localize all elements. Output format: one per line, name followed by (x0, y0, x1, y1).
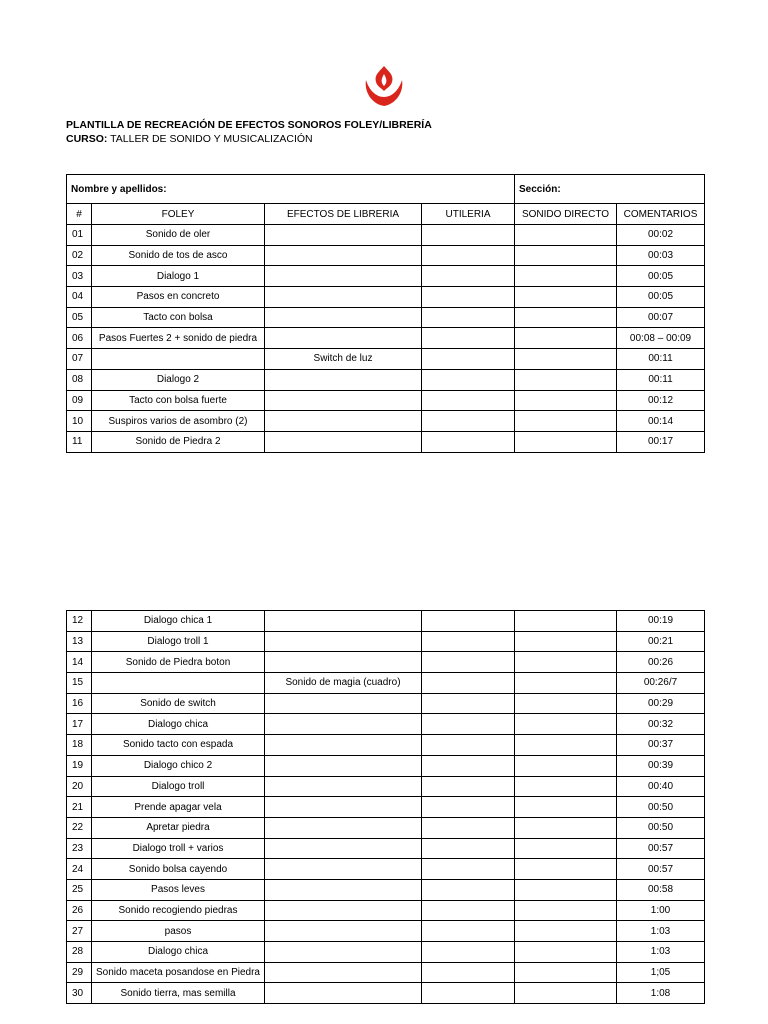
table-row (67, 942, 705, 963)
cell-sonido-directo (515, 838, 617, 859)
cell-number: 08 (67, 369, 92, 390)
cell-comentarios: 00:05 (617, 266, 705, 287)
cell-comentarios: 00:40 (617, 776, 705, 797)
cell-foley (92, 349, 265, 370)
cell-sonido-directo (515, 714, 617, 735)
cell-libreria (265, 797, 422, 818)
cell-comentarios: 00:03 (617, 245, 705, 266)
cell-number: 20 (67, 776, 92, 797)
cell-utileria (422, 369, 515, 390)
cell-comentarios: 00:58 (617, 879, 705, 900)
cell-foley: Dialogo 2 (92, 369, 265, 390)
cell-comentarios: 00:08 – 00:09 (617, 328, 705, 349)
cell-libreria (265, 266, 422, 287)
cell-comentarios: 00:11 (617, 369, 705, 390)
cell-number: 24 (67, 859, 92, 880)
cell-number: 26 (67, 900, 92, 921)
cell-sonido-directo (515, 245, 617, 266)
table-row (67, 390, 705, 411)
cell-number: 21 (67, 797, 92, 818)
cell-sonido-directo (515, 369, 617, 390)
cell-comentarios: 00:02 (617, 225, 705, 246)
cell-foley: Sonido de tos de asco (92, 245, 265, 266)
cell-libreria: Sonido de magia (cuadro) (265, 673, 422, 694)
cell-foley: Tacto con bolsa (92, 307, 265, 328)
cell-number: 18 (67, 735, 92, 756)
cell-sonido-directo (515, 735, 617, 756)
cell-number: 03 (67, 266, 92, 287)
cell-utileria (422, 631, 515, 652)
cell-comentarios: 00:05 (617, 287, 705, 308)
cell-number: 05 (67, 307, 92, 328)
cell-sonido-directo (515, 631, 617, 652)
cell-libreria (265, 611, 422, 632)
cell-number: 14 (67, 652, 92, 673)
cell-libreria (265, 735, 422, 756)
column-header-foley: FOLEY (92, 204, 265, 225)
cell-sonido-directo (515, 755, 617, 776)
cell-number: 09 (67, 390, 92, 411)
cell-utileria (422, 611, 515, 632)
column-header-comentarios: COMENTARIOS (617, 204, 705, 225)
cell-foley: Pasos leves (92, 879, 265, 900)
table-row (67, 411, 705, 432)
table-row (67, 631, 705, 652)
table-row (67, 714, 705, 735)
cell-libreria (265, 225, 422, 246)
cell-foley: Dialogo chica 1 (92, 611, 265, 632)
cell-sonido-directo (515, 962, 617, 983)
cell-foley: Sonido de Piedra 2 (92, 431, 265, 452)
cell-utileria (422, 735, 515, 756)
cell-libreria (265, 962, 422, 983)
cell-utileria (422, 266, 515, 287)
cell-libreria (265, 776, 422, 797)
document-title: PLANTILLA DE RECREACIÓN DE EFECTOS SONOROS FOLEY/LIBRERÍA (66, 119, 432, 131)
cell-number: 23 (67, 838, 92, 859)
cell-number: 04 (67, 287, 92, 308)
cell-utileria (422, 225, 515, 246)
table-row (67, 797, 705, 818)
student-info-row (67, 175, 705, 204)
cell-foley: pasos (92, 921, 265, 942)
cell-comentarios: 00:12 (617, 390, 705, 411)
cell-sonido-directo (515, 900, 617, 921)
cell-utileria (422, 328, 515, 349)
cell-libreria (265, 431, 422, 452)
cell-libreria (265, 755, 422, 776)
cell-comentarios: 1:08 (617, 983, 705, 1004)
name-field[interactable]: Nombre y apellidos: (67, 175, 515, 204)
cell-libreria (265, 390, 422, 411)
cell-foley: Prende apagar vela (92, 797, 265, 818)
cell-sonido-directo (515, 307, 617, 328)
table-row (67, 652, 705, 673)
cell-utileria (422, 962, 515, 983)
table-row (67, 838, 705, 859)
table-row (67, 369, 705, 390)
cell-number: 06 (67, 328, 92, 349)
cell-libreria (265, 287, 422, 308)
cell-number: 02 (67, 245, 92, 266)
column-header-sonido-directo: SONIDO DIRECTO (515, 204, 617, 225)
column-header-utileria: UTILERIA (422, 204, 515, 225)
cell-comentarios: 00:26 (617, 652, 705, 673)
cell-libreria (265, 411, 422, 432)
cell-utileria (422, 797, 515, 818)
table-row (67, 983, 705, 1004)
cell-foley: Dialogo troll 1 (92, 631, 265, 652)
table-row (67, 225, 705, 246)
section-field[interactable]: Sección: (515, 175, 705, 204)
cell-foley: Sonido de Piedra boton (92, 652, 265, 673)
table-row (67, 921, 705, 942)
cell-foley: Apretar piedra (92, 817, 265, 838)
cell-foley: Dialogo chico 2 (92, 755, 265, 776)
cell-libreria (265, 900, 422, 921)
cell-number: 16 (67, 693, 92, 714)
cell-foley: Sonido de oler (92, 225, 265, 246)
cell-utileria (422, 287, 515, 308)
cell-utileria (422, 942, 515, 963)
cell-number: 07 (67, 349, 92, 370)
table-row (67, 776, 705, 797)
foley-table-page-1 (66, 174, 705, 453)
table-row (67, 349, 705, 370)
cell-utileria (422, 245, 515, 266)
table-row (67, 859, 705, 880)
cell-foley (92, 673, 265, 694)
cell-foley: Dialogo chica (92, 942, 265, 963)
foley-table-page-2 (66, 610, 705, 1004)
cell-sonido-directo (515, 673, 617, 694)
cell-number: 19 (67, 755, 92, 776)
cell-comentarios: 00:32 (617, 714, 705, 735)
cell-utileria (422, 838, 515, 859)
cell-comentarios: 00:50 (617, 817, 705, 838)
cell-sonido-directo (515, 921, 617, 942)
cell-libreria (265, 328, 422, 349)
table-row (67, 673, 705, 694)
cell-number: 22 (67, 817, 92, 838)
cell-sonido-directo (515, 287, 617, 308)
cell-comentarios: 1;05 (617, 962, 705, 983)
table-row (67, 755, 705, 776)
cell-comentarios: 00:57 (617, 859, 705, 880)
cell-utileria (422, 859, 515, 880)
cell-sonido-directo (515, 652, 617, 673)
cell-number: 13 (67, 631, 92, 652)
cell-utileria (422, 900, 515, 921)
cell-foley: Suspiros varios de asombro (2) (92, 411, 265, 432)
cell-libreria (265, 838, 422, 859)
cell-sonido-directo (515, 411, 617, 432)
cell-sonido-directo (515, 349, 617, 370)
cell-comentarios: 00:29 (617, 693, 705, 714)
table-row (67, 735, 705, 756)
flame-logo-icon (362, 64, 406, 110)
column-header-number: # (67, 204, 92, 225)
cell-comentarios: 1:03 (617, 921, 705, 942)
column-header-libreria: EFECTOS DE LIBRERIA (265, 204, 422, 225)
cell-foley: Sonido bolsa cayendo (92, 859, 265, 880)
cell-sonido-directo (515, 693, 617, 714)
cell-number: 01 (67, 225, 92, 246)
cell-number: 17 (67, 714, 92, 735)
cell-foley: Sonido recogiendo piedras (92, 900, 265, 921)
cell-utileria (422, 307, 515, 328)
cell-utileria (422, 673, 515, 694)
cell-foley: Sonido tierra, mas semilla (92, 983, 265, 1004)
cell-utileria (422, 693, 515, 714)
cell-foley: Dialogo 1 (92, 266, 265, 287)
cell-comentarios: 1:00 (617, 900, 705, 921)
cell-sonido-directo (515, 431, 617, 452)
cell-comentarios: 00:19 (617, 611, 705, 632)
cell-sonido-directo (515, 879, 617, 900)
cell-utileria (422, 349, 515, 370)
cell-foley: Dialogo chica (92, 714, 265, 735)
cell-sonido-directo (515, 390, 617, 411)
cell-number: 12 (67, 611, 92, 632)
cell-libreria (265, 817, 422, 838)
cell-comentarios: 00:26/7 (617, 673, 705, 694)
cell-libreria (265, 879, 422, 900)
cell-comentarios: 00:39 (617, 755, 705, 776)
table-row (67, 328, 705, 349)
table-row (67, 611, 705, 632)
table-row (67, 900, 705, 921)
cell-utileria (422, 776, 515, 797)
cell-libreria (265, 631, 422, 652)
cell-libreria (265, 652, 422, 673)
cell-foley: Pasos Fuertes 2 + sonido de piedra (92, 328, 265, 349)
table-row (67, 266, 705, 287)
cell-utileria (422, 652, 515, 673)
table-row (67, 287, 705, 308)
cell-foley: Sonido tacto con espada (92, 735, 265, 756)
cell-libreria (265, 369, 422, 390)
cell-libreria (265, 307, 422, 328)
cell-foley: Dialogo troll (92, 776, 265, 797)
cell-comentarios: 00:21 (617, 631, 705, 652)
cell-sonido-directo (515, 859, 617, 880)
cell-comentarios: 00:14 (617, 411, 705, 432)
table-row (67, 693, 705, 714)
cell-libreria: Switch de luz (265, 349, 422, 370)
cell-comentarios: 00:11 (617, 349, 705, 370)
cell-sonido-directo (515, 817, 617, 838)
cell-foley: Pasos en concreto (92, 287, 265, 308)
cell-sonido-directo (515, 328, 617, 349)
cell-number: 28 (67, 942, 92, 963)
cell-libreria (265, 942, 422, 963)
cell-libreria (265, 983, 422, 1004)
cell-comentarios: 1:03 (617, 942, 705, 963)
cell-foley: Sonido de switch (92, 693, 265, 714)
cell-libreria (265, 921, 422, 942)
cell-number: 30 (67, 983, 92, 1004)
cell-sonido-directo (515, 225, 617, 246)
cell-sonido-directo (515, 266, 617, 287)
course-label: CURSO: (66, 133, 108, 145)
cell-utileria (422, 983, 515, 1004)
cell-comentarios: 00:17 (617, 431, 705, 452)
table-row (67, 307, 705, 328)
cell-foley: Sonido maceta posandose en Piedra (92, 962, 265, 983)
cell-sonido-directo (515, 611, 617, 632)
cell-utileria (422, 879, 515, 900)
course-line (66, 133, 313, 145)
table-row (67, 817, 705, 838)
cell-foley: Dialogo troll + varios (92, 838, 265, 859)
cell-comentarios: 00:50 (617, 797, 705, 818)
cell-utileria (422, 411, 515, 432)
cell-utileria (422, 390, 515, 411)
cell-sonido-directo (515, 942, 617, 963)
cell-sonido-directo (515, 797, 617, 818)
cell-comentarios: 00:57 (617, 838, 705, 859)
cell-comentarios: 00:07 (617, 307, 705, 328)
cell-utileria (422, 817, 515, 838)
cell-libreria (265, 245, 422, 266)
cell-number: 25 (67, 879, 92, 900)
cell-number: 10 (67, 411, 92, 432)
cell-comentarios: 00:37 (617, 735, 705, 756)
table-row (67, 431, 705, 452)
table-row (67, 879, 705, 900)
cell-utileria (422, 431, 515, 452)
table-row (67, 245, 705, 266)
cell-number: 11 (67, 431, 92, 452)
cell-libreria (265, 714, 422, 735)
table-header-row (67, 204, 705, 225)
cell-foley: Tacto con bolsa fuerte (92, 390, 265, 411)
cell-sonido-directo (515, 983, 617, 1004)
cell-number: 27 (67, 921, 92, 942)
cell-libreria (265, 859, 422, 880)
cell-number: 15 (67, 673, 92, 694)
cell-libreria (265, 693, 422, 714)
table-row (67, 962, 705, 983)
cell-sonido-directo (515, 776, 617, 797)
cell-utileria (422, 921, 515, 942)
cell-number: 29 (67, 962, 92, 983)
course-value: TALLER DE SONIDO Y MUSICALIZACIÓN (110, 133, 313, 145)
cell-utileria (422, 714, 515, 735)
cell-utileria (422, 755, 515, 776)
